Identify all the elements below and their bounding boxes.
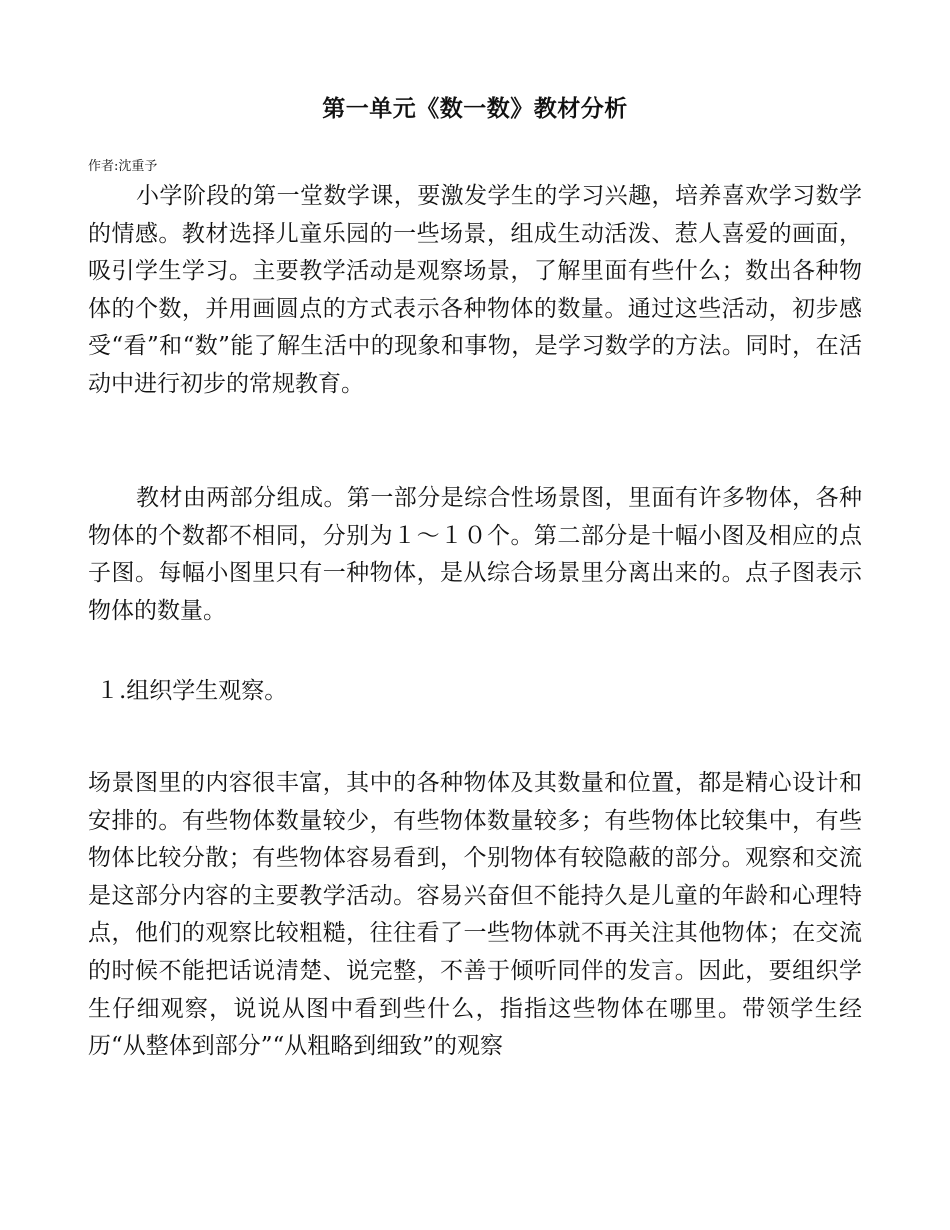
paragraph-intro: 小学阶段的第一堂数学课，要激发学生的学习兴趣，培养喜欢学习数学的情感。教材选择儿童乐园的一些场景，组成生动活泼、惹人喜爱的画面，吸引学生学习。主要教学活动是观察场景，了解里面有些什么；数出各种物体的个数，并用画圆点的方式表示各种物体的数量。通过这些活动，初步感受“看”和“数”能了解生活中的现象和事物，是学习数学的方法。同时，在活动中进行初步的常规教育。: [88, 183, 862, 397]
section-heading: １.组织学生观察。: [96, 678, 288, 704]
author-line: 作者:沈重予: [88, 159, 158, 174]
paragraph-observation: 场景图里的内容很丰富，其中的各种物体及其数量和位置，都是精心设计和安排的。有些物体数量较少，有些物体数量较多；有些物体比较集中，有些物体比较分散；有些物体容易看到，个别物体有较隐蔽的部分。观察和交流是这部分内容的主要教学活动。容易兴奋但不能持久是儿童的年龄和心理特点，他们的观察比较粗糙，往往看了一些物体就不再关注其他物体；在交流的时候不能把话说清楚、说完整，不善于倾听同伴的发言。因此，要组织学生仔细观察，说说从图中看到些什么，指指这些物体在哪里。带领学生经历“从整体到部分”“从粗略到细致”的观察: [88, 770, 862, 1060]
page-title: 第一单元《数一数》教材分析: [322, 96, 628, 122]
paragraph-structure: 教材由两部分组成。第一部分是综合性场景图，里面有许多物体，各种物体的个数都不相同，分别为１～１０个。第二部分是十幅小图及相应的点子图。每幅小图里只有一种物体，是从综合场景里分离出来的。点子图表示物体的数量。: [88, 485, 862, 624]
